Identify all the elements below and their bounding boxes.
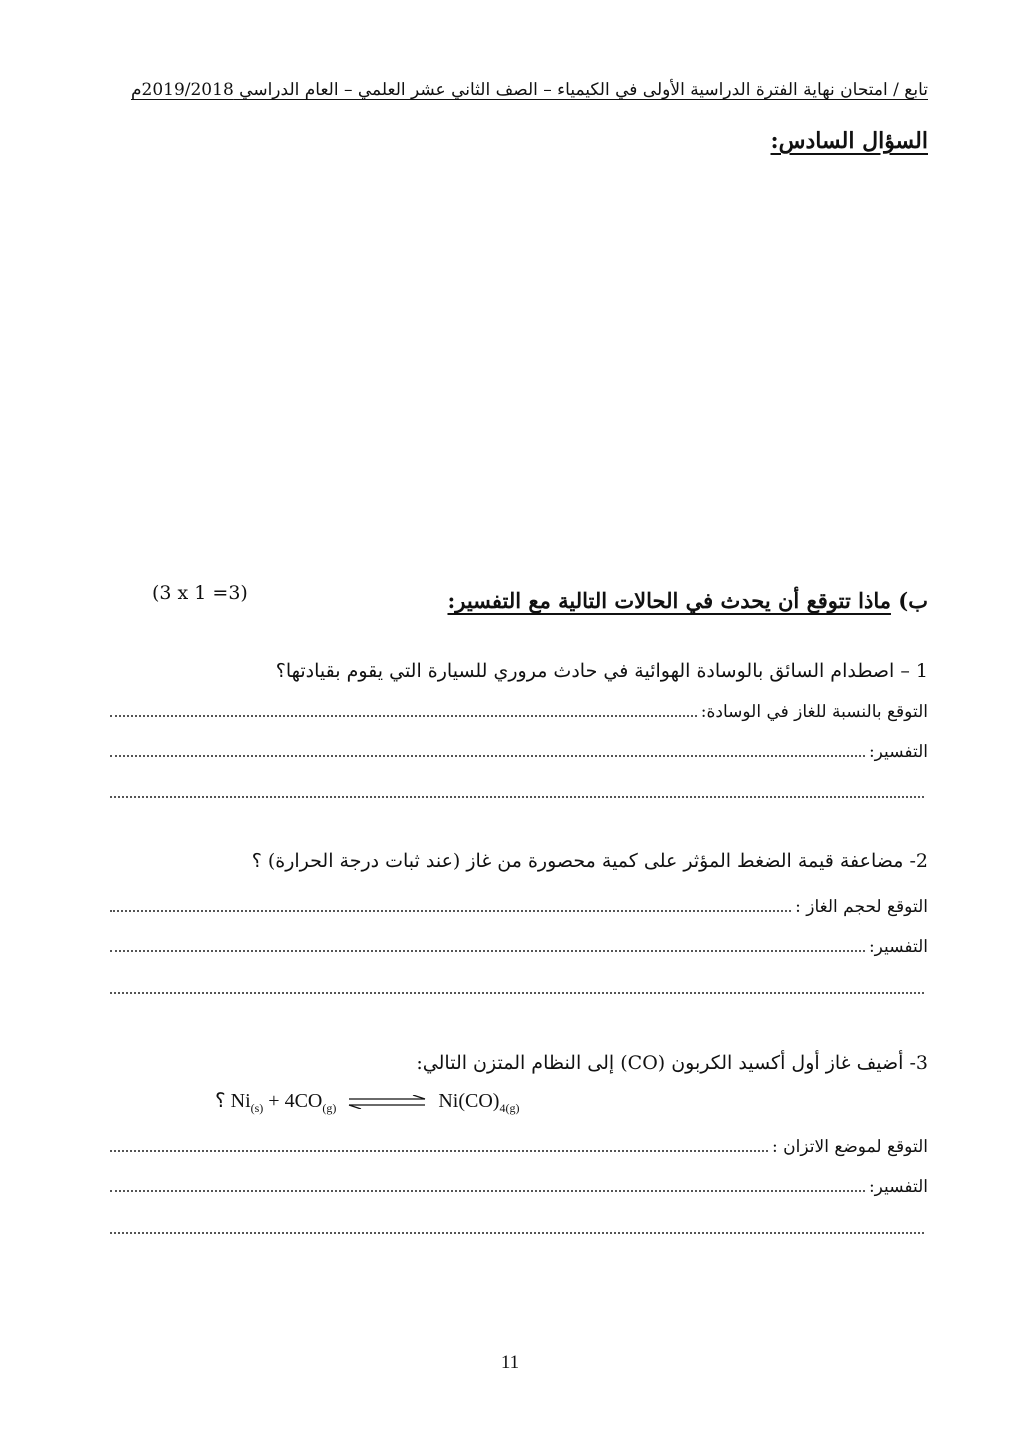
item-3-prediction-row[interactable] <box>110 1137 928 1157</box>
equilibrium-equation <box>215 1088 519 1116</box>
item-1-explanation-answer-line[interactable] <box>110 754 865 757</box>
item-1-explanation-row[interactable] <box>110 742 928 762</box>
page-number: 11 <box>500 1352 520 1373</box>
equation-product: Ni(CO) <box>438 1090 500 1112</box>
equation-ni-state: (s) <box>250 1101 264 1115</box>
item-2-explanation-row[interactable] <box>110 937 928 957</box>
item-3-explanation-row[interactable] <box>110 1177 928 1197</box>
part-b-heading <box>447 588 928 613</box>
question-title: السؤال السادس: <box>770 128 928 154</box>
equation-reactant-co: + 4CO <box>268 1090 323 1112</box>
equation-reactant-ni: Ni <box>230 1090 251 1112</box>
item-2-extra-answer-line[interactable] <box>110 990 924 994</box>
item-2-prediction-label: التوقع لحجم الغاز : <box>795 897 928 917</box>
item-3-prediction-label: التوقع لموضع الاتزان : <box>772 1137 928 1157</box>
item-3-explanation-label: التفسير: <box>868 1177 928 1197</box>
marks-label: (3 x 1 =3) <box>152 582 248 604</box>
page-header: تابع / امتحان نهاية الفترة الدراسية الأولى في الكيمياء – الصف الثاني عشر العلمي – العام الدراسي 2019/2018م <box>130 80 928 100</box>
item-2-text: 2- مضاعفة قيمة الضغط المؤثر على كمية محصورة من غاز (عند ثبات درجة الحرارة) ؟ <box>251 850 928 872</box>
item-3-extra-answer-line[interactable] <box>110 1230 924 1234</box>
item-1-prediction-label: التوقع بالنسبة للغاز في الوسادة: <box>700 702 928 722</box>
item-2-prediction-row[interactable] <box>110 897 928 917</box>
item-2-explanation-label: التفسير: <box>868 937 928 957</box>
item-3-explanation-answer-line[interactable] <box>110 1189 865 1192</box>
item-1-prediction-row[interactable] <box>110 702 928 722</box>
item-2-explanation-answer-line[interactable] <box>110 949 865 952</box>
item-1-text: 1 – اصطدام السائق بالوسادة الهوائية في حادث مروري للسيارة التي يقوم بقيادتها؟ <box>275 660 928 682</box>
equilibrium-arrows-icon <box>347 1095 427 1109</box>
equation-question-mark: ؟ <box>215 1090 226 1112</box>
item-1-extra-answer-line[interactable] <box>110 794 924 798</box>
item-1-prediction-answer-line[interactable] <box>110 714 697 717</box>
part-b-prefix: ب) <box>890 588 928 613</box>
equation-co-state: (g) <box>322 1101 337 1115</box>
part-b-title: ماذا تتوقع أن يحدث في الحالات التالية مع التفسير: <box>447 588 891 613</box>
item-3-text: 3- أضيف غاز أول أكسيد الكربون (CO) إلى النظام المتزن التالي: <box>416 1052 928 1074</box>
item-2-prediction-answer-line[interactable] <box>110 909 791 912</box>
item-3-prediction-answer-line[interactable] <box>110 1149 768 1152</box>
equation-product-state: 4(g) <box>499 1101 520 1115</box>
item-1-explanation-label: التفسير: <box>868 742 928 762</box>
